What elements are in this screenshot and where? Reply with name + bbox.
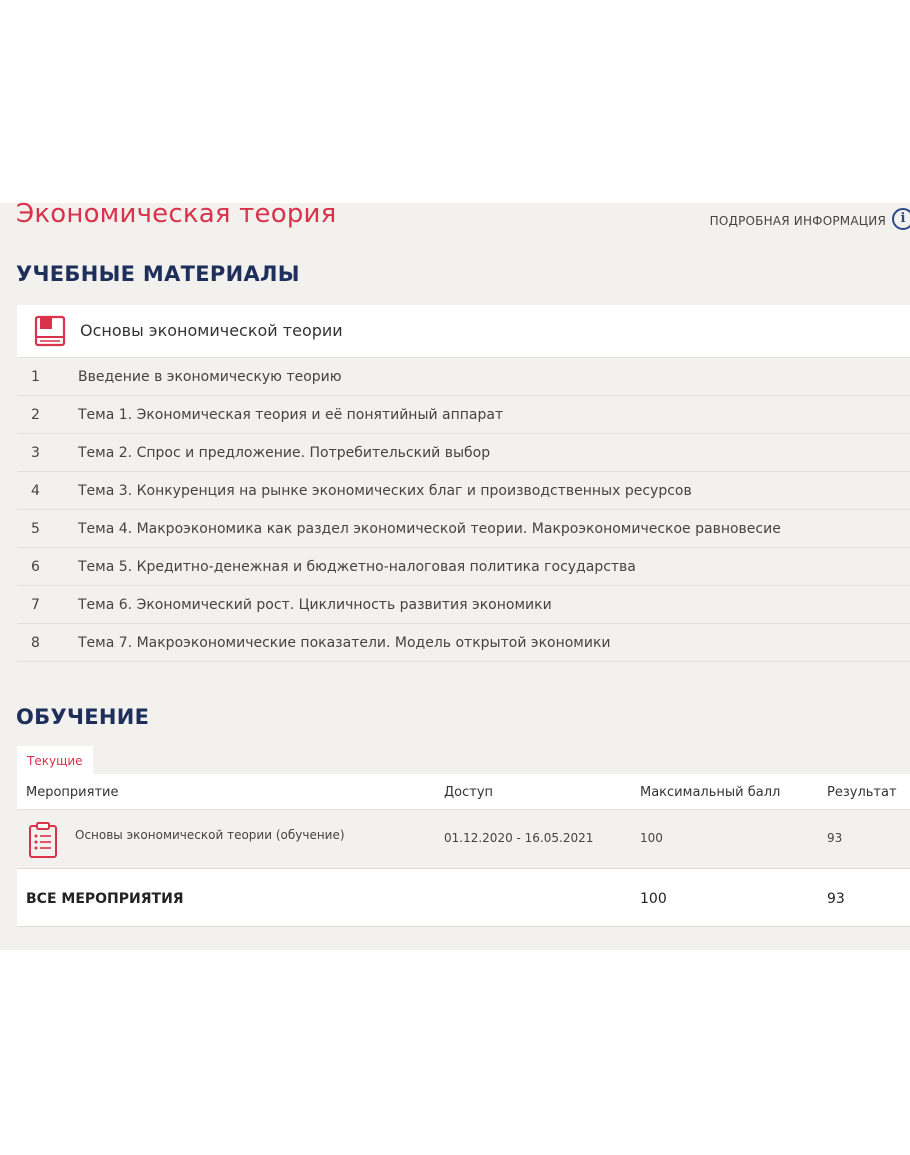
topic-number: 4: [31, 483, 40, 499]
topic-label: Тема 3. Конкуренция на рынке экономических благ и производственных ресурсов: [78, 483, 692, 499]
column-activity: Мероприятие: [26, 785, 119, 800]
topic-number: 6: [31, 559, 40, 575]
activity-max-score: 100: [640, 831, 663, 845]
book-card[interactable]: [17, 305, 910, 358]
details-link[interactable]: [710, 214, 886, 228]
table-row: [17, 810, 910, 869]
topic-label: Тема 4. Макроэкономика как раздел экономической теории. Макроэкономическое равновесие: [78, 521, 781, 537]
topic-row[interactable]: [17, 548, 910, 586]
topic-number: 5: [31, 521, 40, 537]
column-max-score: Максимальный балл: [640, 785, 781, 800]
clipboard-icon: [27, 821, 59, 859]
learning-section-title: ОБУЧЕНИЕ: [16, 705, 150, 729]
activity-access: 01.12.2020 - 16.05.2021: [444, 831, 594, 845]
topic-row[interactable]: [17, 586, 910, 624]
topic-label: Тема 1. Экономическая теория и её понятийный аппарат: [78, 407, 504, 423]
topic-label: Введение в экономическую теорию: [78, 369, 342, 385]
topic-row[interactable]: [17, 472, 910, 510]
topic-number: 2: [31, 407, 40, 423]
column-result: Результат: [827, 785, 897, 800]
topic-number: 3: [31, 445, 40, 461]
book-title: Основы экономической теории: [80, 321, 343, 340]
topic-row[interactable]: [17, 510, 910, 548]
topic-number: 8: [31, 635, 40, 651]
tab-current-label: Текущие: [27, 754, 83, 768]
tab-current[interactable]: [17, 746, 93, 774]
course-title: Экономическая теория: [16, 199, 337, 229]
topic-label: Тема 5. Кредитно-денежная и бюджетно-налоговая политика государства: [78, 559, 636, 575]
activity-result: 93: [827, 831, 843, 845]
column-access: Доступ: [444, 785, 494, 800]
topic-label: Тема 7. Макроэкономические показатели. Модель открытой экономики: [78, 635, 611, 651]
details-link-label: ПОДРОБНАЯ ИНФОРМАЦИЯ: [709, 214, 886, 228]
activity-link[interactable]: Основы экономической теории (обучение): [75, 828, 345, 842]
topic-number: 7: [31, 597, 40, 613]
activities-table: [17, 774, 910, 927]
totals-max-score: 100: [640, 891, 667, 907]
topic-row[interactable]: [17, 396, 910, 434]
totals-row: [17, 869, 910, 927]
topic-label: Тема 6. Экономический рост. Цикличность развития экономики: [78, 597, 552, 613]
totals-result: 93: [827, 891, 845, 907]
book-icon: [33, 315, 67, 347]
totals-label: ВСЕ МЕРОПРИЯТИЯ: [26, 891, 184, 907]
info-icon[interactable]: i: [892, 208, 910, 230]
topic-number: 1: [31, 369, 40, 385]
topic-row[interactable]: [17, 358, 910, 396]
topic-row[interactable]: [17, 624, 910, 662]
topics-list: [17, 358, 910, 662]
topic-label: Тема 2. Спрос и предложение. Потребительский выбор: [78, 445, 491, 461]
materials-section-title: УЧЕБНЫЕ МАТЕРИАЛЫ: [16, 262, 300, 286]
topic-row[interactable]: [17, 434, 910, 472]
table-header: [17, 774, 910, 810]
